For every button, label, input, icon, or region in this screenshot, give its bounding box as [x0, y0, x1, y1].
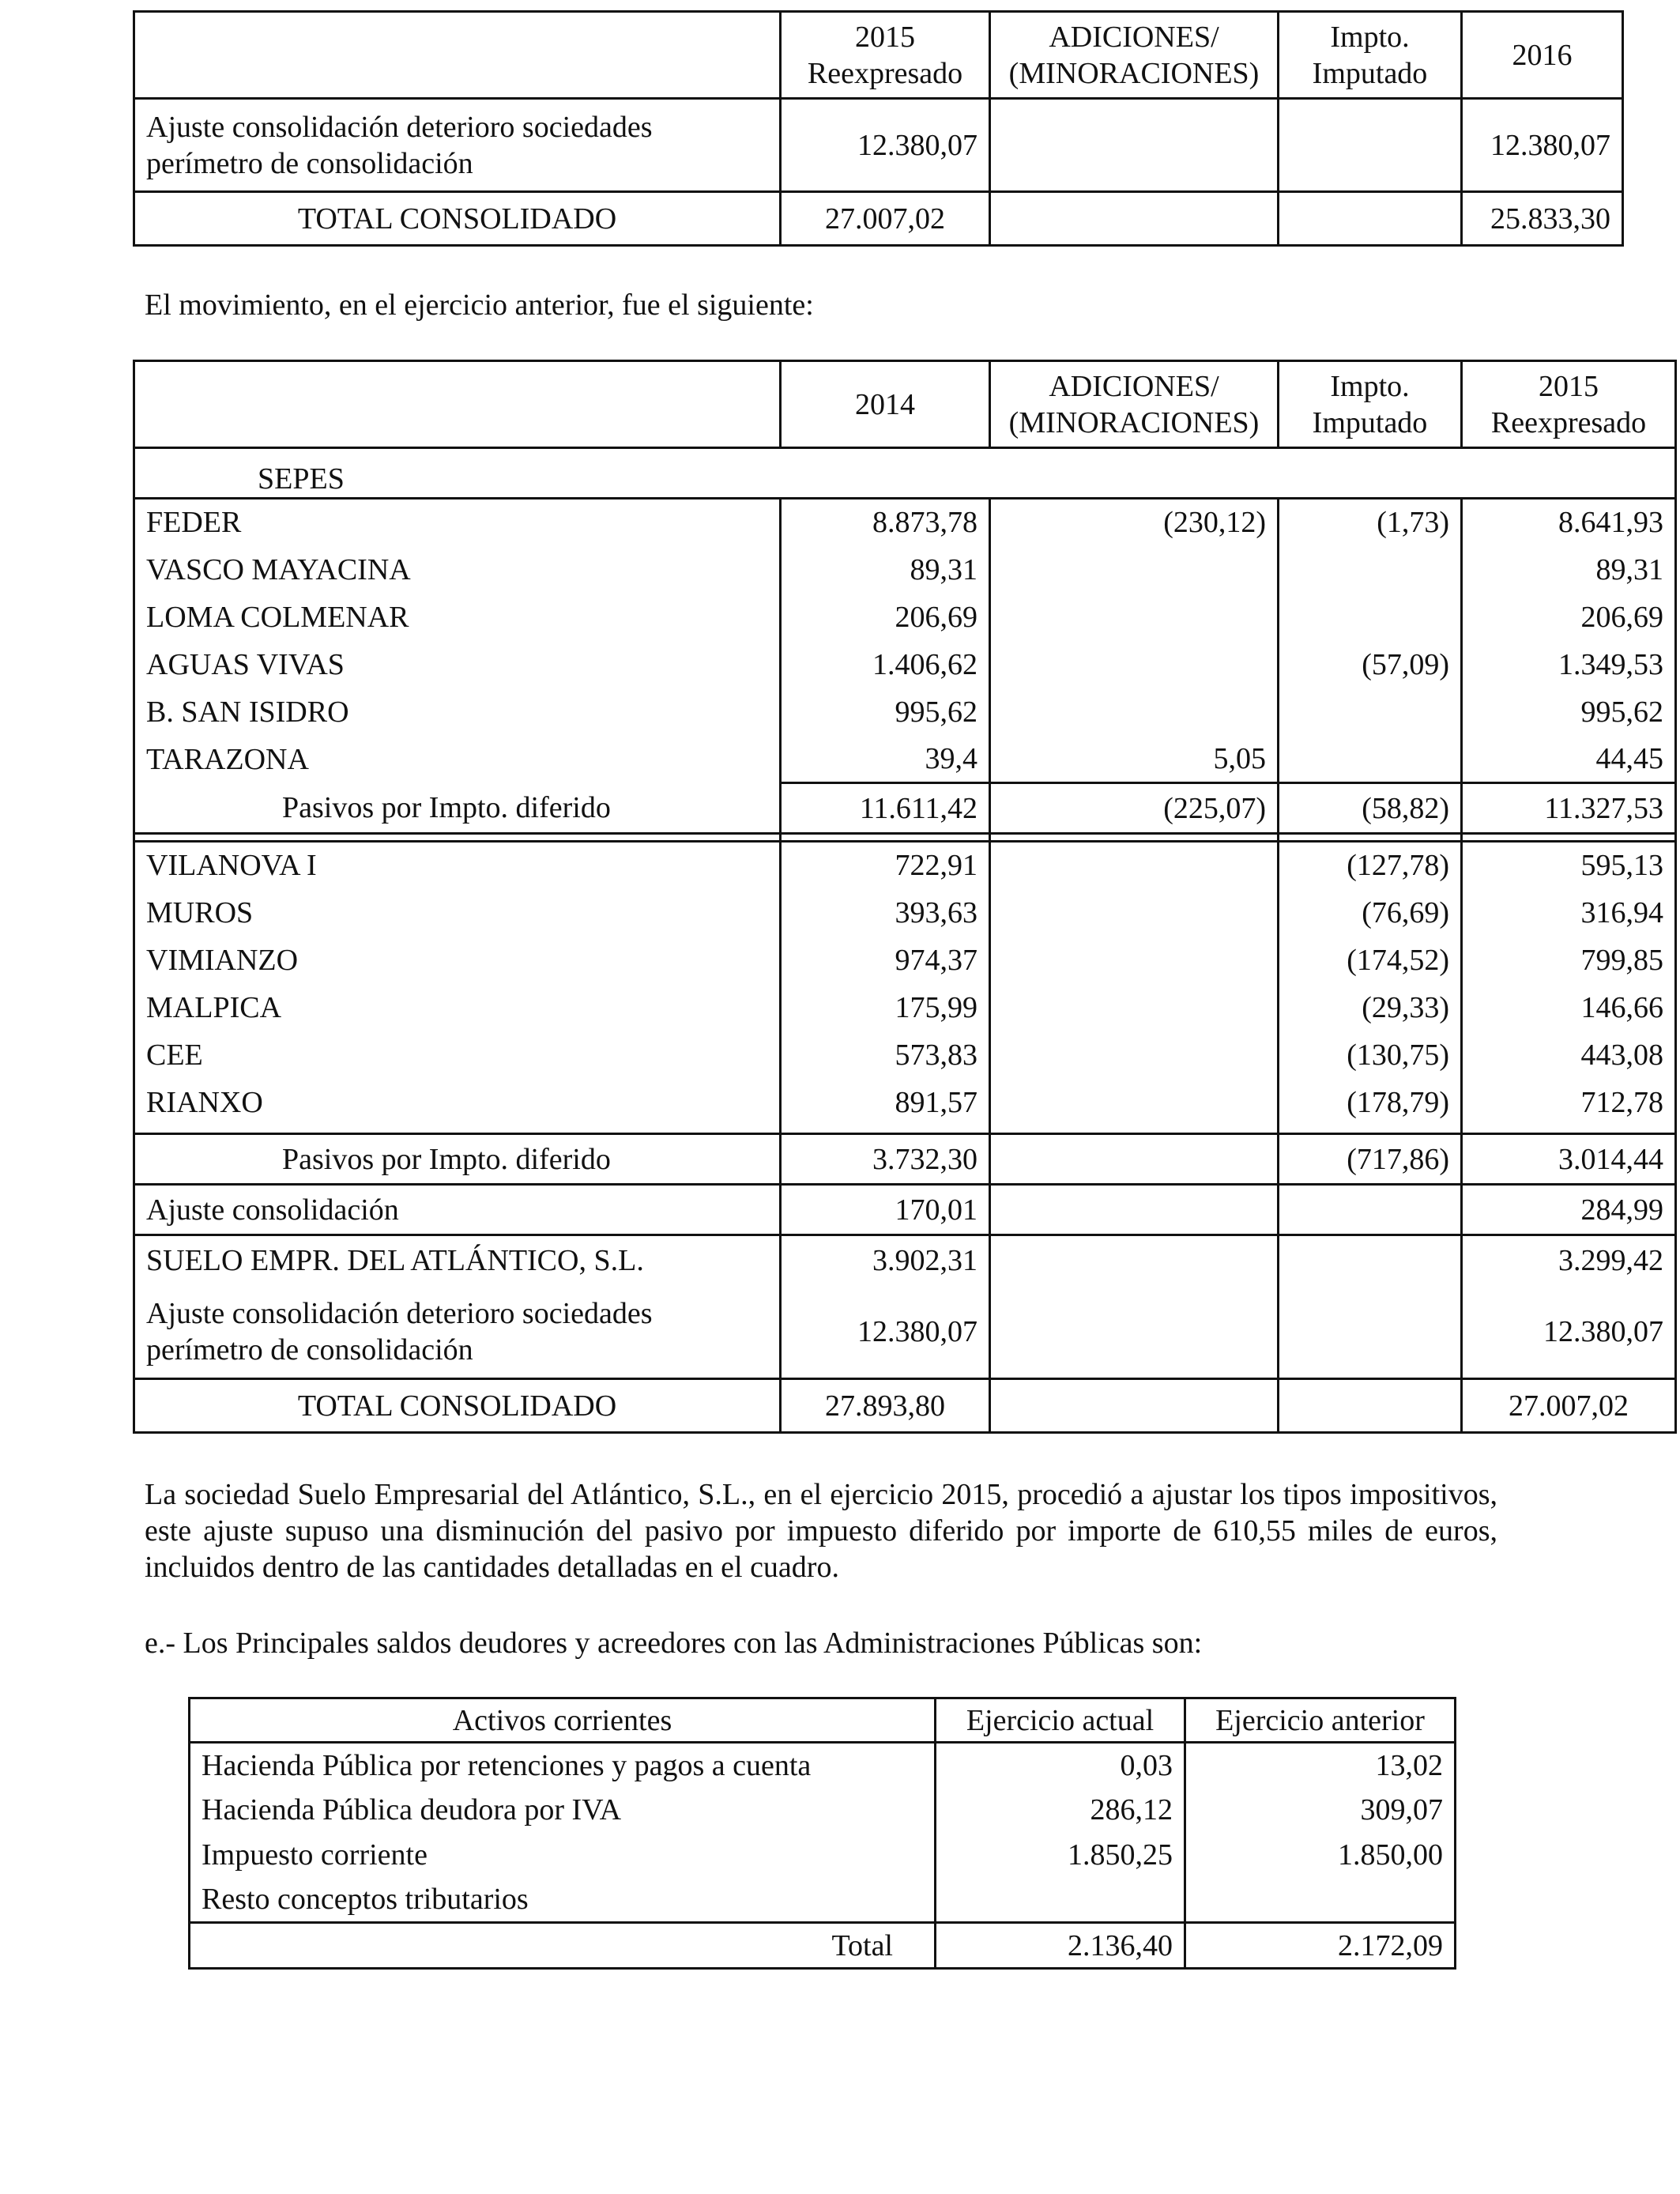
header-cell: Ejercicio anterior	[1185, 1698, 1456, 1743]
table-row	[134, 688, 1676, 736]
cell-value	[1185, 1878, 1456, 1923]
row-label: Ajuste consolidación deterioro sociedades perímetro de consolidación	[134, 99, 781, 192]
row-label: Ajuste consolidación deterioro sociedades perímetro de consolidación	[134, 1286, 781, 1379]
header-cell: Impto. Imputado	[1279, 361, 1462, 448]
deferred-tax-table-2016	[133, 10, 1624, 247]
cell-value: 595,13	[1462, 842, 1676, 889]
cell-value: 284,99	[1462, 1185, 1676, 1235]
cell-value: 995,62	[1462, 688, 1676, 736]
cell-value	[990, 546, 1279, 594]
table-row	[134, 499, 1676, 546]
table-row	[134, 594, 1676, 641]
cell-value	[936, 1878, 1185, 1923]
header-cell	[134, 361, 781, 448]
section-e-heading: e.- Los Principales saldos deudores y acreedores con las Administraciones Públicas son:	[145, 1627, 1203, 1660]
row-label: Hacienda Pública deudora por IVA	[190, 1788, 936, 1833]
cell-value: 573,83	[781, 1031, 990, 1079]
cell-value: 12.380,07	[781, 1286, 990, 1379]
row-label: VILANOVA I	[134, 842, 781, 889]
row-label: MUROS	[134, 889, 781, 937]
cell-value	[1279, 736, 1462, 783]
table-row	[190, 1878, 1456, 1923]
cell-value: 89,31	[1462, 546, 1676, 594]
cell-value: 39,4	[781, 736, 990, 783]
cell-value: 12.380,07	[1462, 1286, 1676, 1379]
table-header-row	[134, 12, 1623, 99]
section-label: SEPES	[134, 448, 1676, 499]
cell-value	[990, 889, 1279, 937]
table-row	[134, 889, 1676, 937]
row-label: AGUAS VIVAS	[134, 641, 781, 688]
total-row	[134, 1379, 1676, 1433]
table-row	[134, 736, 1676, 783]
header-cell: Impto. Imputado	[1279, 12, 1462, 99]
cell-value: (29,33)	[1279, 984, 1462, 1031]
cell-value: 206,69	[781, 594, 990, 641]
cell-value: 89,31	[781, 546, 990, 594]
cell-value	[990, 1079, 1279, 1126]
header-cell: 2015 Reexpresado	[781, 12, 990, 99]
cell-value: 443,08	[1462, 1031, 1676, 1079]
cell-value	[990, 1031, 1279, 1079]
cell-value: 722,91	[781, 842, 990, 889]
cell-value: 146,66	[1462, 984, 1676, 1031]
row-label: Hacienda Pública por retenciones y pagos a cuenta	[190, 1743, 936, 1788]
intro-text: El movimiento, en el ejercicio anterior, fue el siguiente:	[145, 288, 814, 322]
header-cell: Ejercicio actual	[936, 1698, 1185, 1743]
cell-value: 13,02	[1185, 1743, 1456, 1788]
row-label: TARAZONA	[134, 736, 781, 783]
header-cell: ADICIONES/ (MINORACIONES)	[990, 12, 1279, 99]
table-row	[190, 1743, 1456, 1788]
section-row-sepes	[134, 448, 1676, 499]
cell-value: 3.014,44	[1462, 1134, 1676, 1185]
row-label: Impuesto corriente	[190, 1833, 936, 1878]
cell-value: 2.172,09	[1185, 1923, 1456, 1969]
table-row	[134, 937, 1676, 984]
cell-value: 1.406,62	[781, 641, 990, 688]
total-label: TOTAL CONSOLIDADO	[134, 192, 781, 246]
table-row	[134, 1185, 1676, 1235]
table-row	[134, 1235, 1676, 1286]
cell-value: 8.641,93	[1462, 499, 1676, 546]
row-label: RIANXO	[134, 1079, 781, 1126]
cell-value: 1.349,53	[1462, 641, 1676, 688]
total-label: Total	[190, 1923, 936, 1969]
cell-value	[1279, 1235, 1462, 1286]
cell-value: 11.327,53	[1462, 783, 1676, 834]
deferred-tax-table-2015	[133, 360, 1677, 1434]
row-label: LOMA COLMENAR	[134, 594, 781, 641]
cell-value: (225,07)	[990, 783, 1279, 834]
cell-value: 712,78	[1462, 1079, 1676, 1126]
cell-value	[990, 641, 1279, 688]
cell-value	[990, 688, 1279, 736]
cell-value: 27.893,80	[781, 1379, 990, 1433]
cell-value	[990, 99, 1279, 192]
row-label: CEE	[134, 1031, 781, 1079]
cell-value	[1279, 546, 1462, 594]
table-row	[134, 1079, 1676, 1126]
cell-value	[990, 984, 1279, 1031]
row-label: Ajuste consolidación	[134, 1185, 781, 1235]
cell-value: 2.136,40	[936, 1923, 1185, 1969]
subtotal-row	[134, 783, 1676, 834]
cell-value: 3.299,42	[1462, 1235, 1676, 1286]
cell-value: 1.850,25	[936, 1833, 1185, 1878]
cell-value	[990, 1379, 1279, 1433]
cell-value: 286,12	[936, 1788, 1185, 1833]
subtotal-label: Pasivos por Impto. diferido	[134, 1134, 781, 1185]
cell-value	[990, 1134, 1279, 1185]
row-label: VIMIANZO	[134, 937, 781, 984]
table-row	[190, 1833, 1456, 1878]
cell-value	[990, 842, 1279, 889]
cell-value: 0,03	[936, 1743, 1185, 1788]
cell-value: 974,37	[781, 937, 990, 984]
table-row	[134, 546, 1676, 594]
cell-value	[1279, 99, 1462, 192]
cell-value: (1,73)	[1279, 499, 1462, 546]
cell-value: (174,52)	[1279, 937, 1462, 984]
cell-value: (717,86)	[1279, 1134, 1462, 1185]
cell-value: (58,82)	[1279, 783, 1462, 834]
row-label: VASCO MAYACINA	[134, 546, 781, 594]
cell-value: 5,05	[990, 736, 1279, 783]
cell-value	[990, 594, 1279, 641]
header-cell: 2014	[781, 361, 990, 448]
total-row	[134, 192, 1623, 246]
subtotal-label: Pasivos por Impto. diferido	[134, 783, 781, 834]
cell-value: 316,94	[1462, 889, 1676, 937]
header-cell: Activos corrientes	[190, 1698, 936, 1743]
cell-value: (57,09)	[1279, 641, 1462, 688]
subtotal-row	[134, 1134, 1676, 1185]
cell-value: (127,78)	[1279, 842, 1462, 889]
table-header-row	[190, 1698, 1456, 1743]
cell-value	[990, 1286, 1279, 1379]
cell-value: 27.007,02	[781, 192, 990, 246]
cell-value: 12.380,07	[781, 99, 990, 192]
cell-value: 206,69	[1462, 594, 1676, 641]
public-administration-balances-table	[188, 1697, 1456, 1970]
header-cell: 2016	[1462, 12, 1623, 99]
table-row	[134, 1031, 1676, 1079]
explanatory-paragraph: La sociedad Suelo Empresarial del Atlántico, S.L., en el ejercicio 2015, procedió a ajustar los tipos impositivos, este ajuste supuso una disminución del pasivo por impuesto diferido por importe de 610,55 miles de euros, incluidos dentro de las cantidades detalladas en el cuadro.	[145, 1478, 1497, 1584]
row-label: MALPICA	[134, 984, 781, 1031]
header-cell	[134, 12, 781, 99]
header-cell: ADICIONES/ (MINORACIONES)	[990, 361, 1279, 448]
cell-value	[1279, 1286, 1462, 1379]
row-label: B. SAN ISIDRO	[134, 688, 781, 736]
cell-value: 25.833,30	[1462, 192, 1623, 246]
cell-value: (130,75)	[1279, 1031, 1462, 1079]
cell-value: 44,45	[1462, 736, 1676, 783]
cell-value: (230,12)	[990, 499, 1279, 546]
table-row	[190, 1788, 1456, 1833]
cell-value: 3.732,30	[781, 1134, 990, 1185]
cell-value	[1279, 688, 1462, 736]
cell-value	[1279, 192, 1462, 246]
table-row	[134, 99, 1623, 192]
cell-value: (76,69)	[1279, 889, 1462, 937]
cell-value	[1279, 1379, 1462, 1433]
cell-value	[1279, 1185, 1462, 1235]
cell-value	[990, 937, 1279, 984]
row-label: FEDER	[134, 499, 781, 546]
cell-value	[1279, 594, 1462, 641]
cell-value: 175,99	[781, 984, 990, 1031]
cell-value: 799,85	[1462, 937, 1676, 984]
table-header-row	[134, 361, 1676, 448]
cell-value: 309,07	[1185, 1788, 1456, 1833]
cell-value	[990, 1235, 1279, 1286]
cell-value: 891,57	[781, 1079, 990, 1126]
total-row	[190, 1923, 1456, 1969]
cell-value: 393,63	[781, 889, 990, 937]
table-row	[134, 842, 1676, 889]
cell-value	[990, 1185, 1279, 1235]
cell-value: 11.611,42	[781, 783, 990, 834]
table-row	[134, 1286, 1676, 1379]
cell-value: 12.380,07	[1462, 99, 1623, 192]
row-label: Resto conceptos tributarios	[190, 1878, 936, 1923]
table-row	[134, 641, 1676, 688]
cell-value: 27.007,02	[1462, 1379, 1676, 1433]
cell-value: 995,62	[781, 688, 990, 736]
cell-value: 8.873,78	[781, 499, 990, 546]
cell-value: 170,01	[781, 1185, 990, 1235]
cell-value: (178,79)	[1279, 1079, 1462, 1126]
cell-value: 1.850,00	[1185, 1833, 1456, 1878]
table-row	[134, 984, 1676, 1031]
header-cell: 2015 Reexpresado	[1462, 361, 1676, 448]
cell-value	[990, 192, 1279, 246]
total-label: TOTAL CONSOLIDADO	[134, 1379, 781, 1433]
cell-value: 3.902,31	[781, 1235, 990, 1286]
row-label: SUELO EMPR. DEL ATLÁNTICO, S.L.	[134, 1235, 781, 1286]
